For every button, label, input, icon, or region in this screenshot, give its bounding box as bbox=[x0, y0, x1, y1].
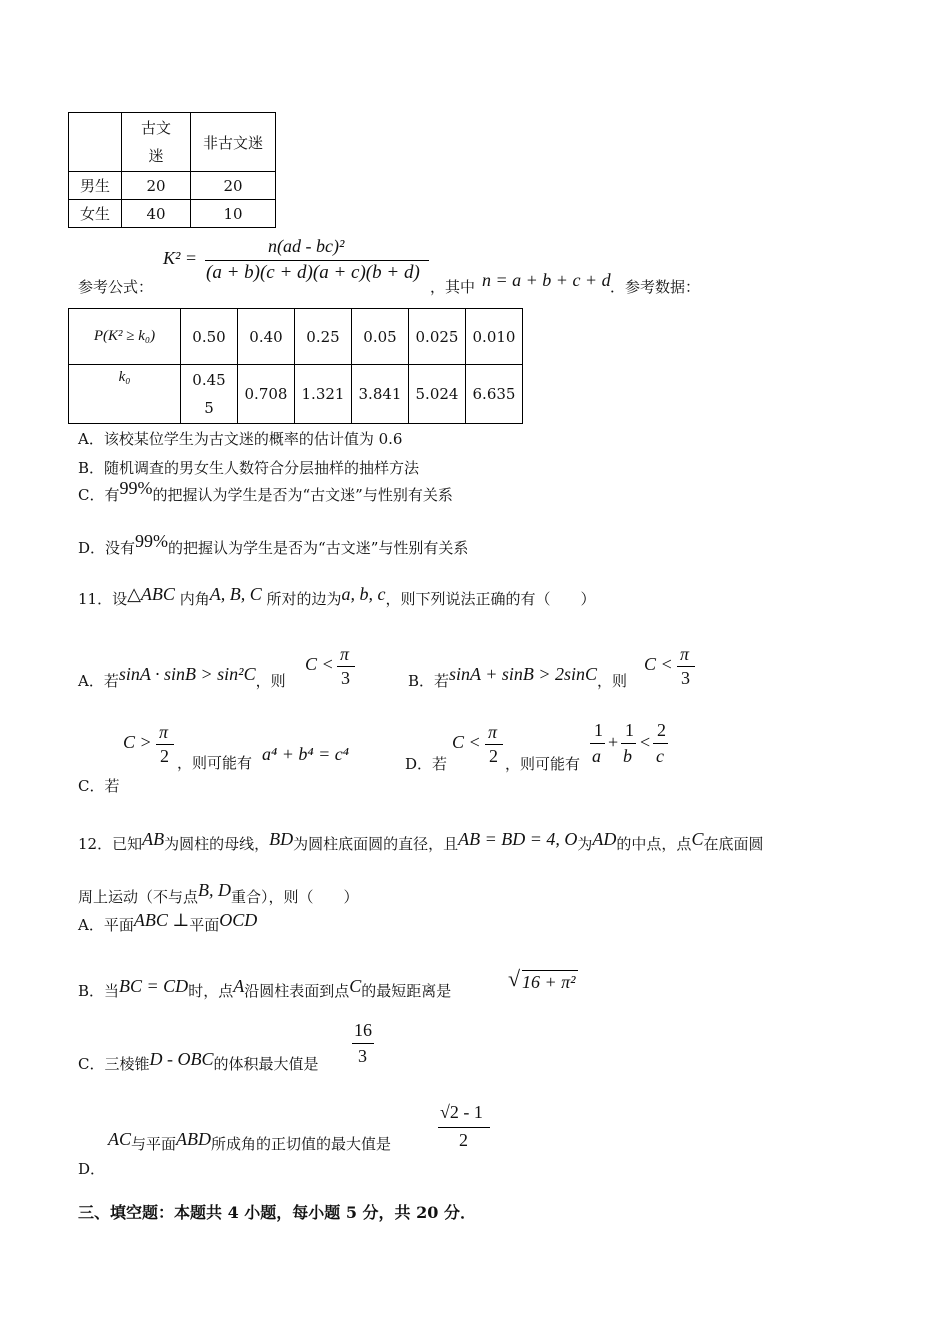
q12-c-den: 3 bbox=[358, 1046, 367, 1066]
q11-d-one-b: 1 bbox=[625, 720, 634, 740]
q11-d-c: c bbox=[656, 746, 664, 766]
p-value: 0.25 bbox=[295, 309, 352, 365]
q12-d-den: 2 bbox=[459, 1130, 468, 1150]
q11-a-three: 3 bbox=[341, 668, 350, 688]
row-label-male: 男生 bbox=[69, 172, 122, 200]
q10-option-a: A．该校某位学生为古文迷的概率的估计值为 0.6 bbox=[78, 430, 403, 448]
q10-option-b: B．随机调查的男女生人数符合分层抽样的抽样方法 bbox=[78, 459, 420, 477]
q11-c-two: 2 bbox=[160, 746, 169, 766]
p-value: 0.025 bbox=[409, 309, 466, 365]
section-heading: 三、填空题：本题共 4 小题，每小题 5 分，共 20 分． bbox=[78, 1203, 476, 1222]
q11-d-two: 2 bbox=[489, 746, 498, 766]
frac-bar bbox=[621, 743, 636, 744]
q12-stem-line1: 12．已知AB为圆柱的母线，BD为圆柱底面圆的直径，且AB = BD = 4, O为AD的中点，点C在底面圆 bbox=[78, 829, 764, 853]
q11-b-result: C < bbox=[644, 654, 673, 674]
q11-stem: 11．设△ABC 内角A, B, C 所对的边为a, b, c，则下列说法正确的有（ ） bbox=[78, 584, 596, 608]
k-value: 1.321 bbox=[295, 365, 352, 424]
q12-option-d-label: D． bbox=[78, 1160, 106, 1178]
q12-option-b: B．当BC = CD时，点A沿圆柱表面到点C的最短距离是 bbox=[78, 976, 452, 1000]
q12-option-d: AC与平面ABD所成角的正切值的最大值是 bbox=[108, 1129, 392, 1153]
q11-a-result: C < bbox=[305, 654, 334, 674]
q12-stem-line2: 周上运动（不与点B, D重合），则（ ） bbox=[78, 880, 359, 906]
q11-d-plus: + bbox=[608, 732, 619, 752]
q11-c-pi: π bbox=[159, 722, 169, 742]
q10-option-c: C．有99%的把握认为学生是否为“古文迷”与性别有关系 bbox=[78, 478, 453, 504]
q11-d-mid: ，则可能有 bbox=[505, 755, 581, 773]
q11-option-c-label: C．若 bbox=[78, 777, 120, 795]
frac-bar bbox=[653, 743, 668, 744]
frac-bar bbox=[156, 744, 174, 745]
cell: 20 bbox=[122, 172, 191, 200]
formula-suffix: ．参考数据： bbox=[610, 278, 701, 296]
q12-d-num: √2 - 1 bbox=[440, 1102, 483, 1122]
frac-bar bbox=[337, 666, 355, 667]
cell: 10 bbox=[191, 200, 276, 228]
formula-prefix: 参考公式： bbox=[78, 278, 154, 296]
k-value: 5.024 bbox=[409, 365, 466, 424]
frac-bar bbox=[438, 1127, 490, 1128]
cell: 20 bbox=[191, 172, 276, 200]
frac-bar bbox=[590, 743, 605, 744]
q11-option-a: A．若sinA · sinB > sin²C，则 bbox=[78, 664, 286, 690]
q11-d-cond: C < bbox=[452, 732, 481, 752]
formula-n-expr: n = a + b + c + d bbox=[482, 270, 611, 290]
q11-b-pi: π bbox=[680, 644, 690, 664]
q11-d-two-num: 2 bbox=[657, 720, 666, 740]
q12-c-num: 16 bbox=[354, 1020, 372, 1040]
formula-fraction-bar bbox=[205, 260, 429, 261]
sqrt-bar bbox=[522, 970, 578, 971]
col-header-nonfan: 非古文迷 bbox=[191, 113, 276, 172]
table-corner bbox=[69, 113, 122, 172]
q11-option-b: B．若sinA + sinB > 2sinC，则 bbox=[408, 664, 628, 690]
q11-c-result: a⁴ + b⁴ = c⁴ bbox=[262, 744, 350, 764]
k-value: 6.635 bbox=[466, 365, 523, 424]
row-label-k: k₀ bbox=[69, 365, 181, 424]
formula-numerator: n(ad - bc)² bbox=[268, 236, 345, 256]
q10-option-d: D．没有99%的把握认为学生是否为“古文迷”与性别有关系 bbox=[78, 531, 469, 557]
q11-d-one-a: 1 bbox=[594, 720, 603, 740]
row-label-female: 女生 bbox=[69, 200, 122, 228]
col-header-fan: 古文 迷 bbox=[122, 113, 191, 172]
cell: 40 bbox=[122, 200, 191, 228]
q11-d-b: b bbox=[623, 746, 632, 766]
formula-middle: ，其中 bbox=[430, 278, 476, 296]
k-value: 0.708 bbox=[238, 365, 295, 424]
q11-a-pi: π bbox=[340, 644, 350, 664]
q12-b-sqrt-content: 16 + π² bbox=[522, 972, 576, 992]
q11-d-pi: π bbox=[488, 722, 498, 742]
q11-b-three: 3 bbox=[681, 668, 690, 688]
p-value: 0.05 bbox=[352, 309, 409, 365]
q11-c-mid: ，则可能有 bbox=[177, 754, 253, 772]
q11-d-lt: < bbox=[640, 732, 651, 752]
p-value: 0.40 bbox=[238, 309, 295, 365]
q11-d-a: a bbox=[592, 746, 601, 766]
critical-value-table bbox=[68, 308, 523, 424]
k-value: 3.841 bbox=[352, 365, 409, 424]
gender-table bbox=[68, 112, 276, 228]
formula-denominator: (a + b)(c + d)(a + c)(b + d) bbox=[206, 262, 420, 283]
q12-option-c: C．三棱锥D - OBC的体积最大值是 bbox=[78, 1049, 319, 1073]
q11-option-d-label: D．若 bbox=[405, 755, 448, 773]
formula-k2: K² = bbox=[163, 248, 198, 268]
p-value: 0.010 bbox=[466, 309, 523, 365]
frac-bar bbox=[677, 666, 695, 667]
q12-option-a: A．平面ABC ⊥平面OCD bbox=[78, 910, 258, 934]
p-value: 0.50 bbox=[181, 309, 238, 365]
q11-c-cond: C > bbox=[123, 732, 152, 752]
frac-bar bbox=[352, 1043, 374, 1044]
frac-bar bbox=[485, 744, 503, 745]
row-label-p: P(K² ≥ k₀) bbox=[69, 309, 181, 365]
q12-b-sqrt-sign: √ bbox=[508, 966, 521, 991]
k-value: 0.45 5 bbox=[181, 365, 238, 424]
